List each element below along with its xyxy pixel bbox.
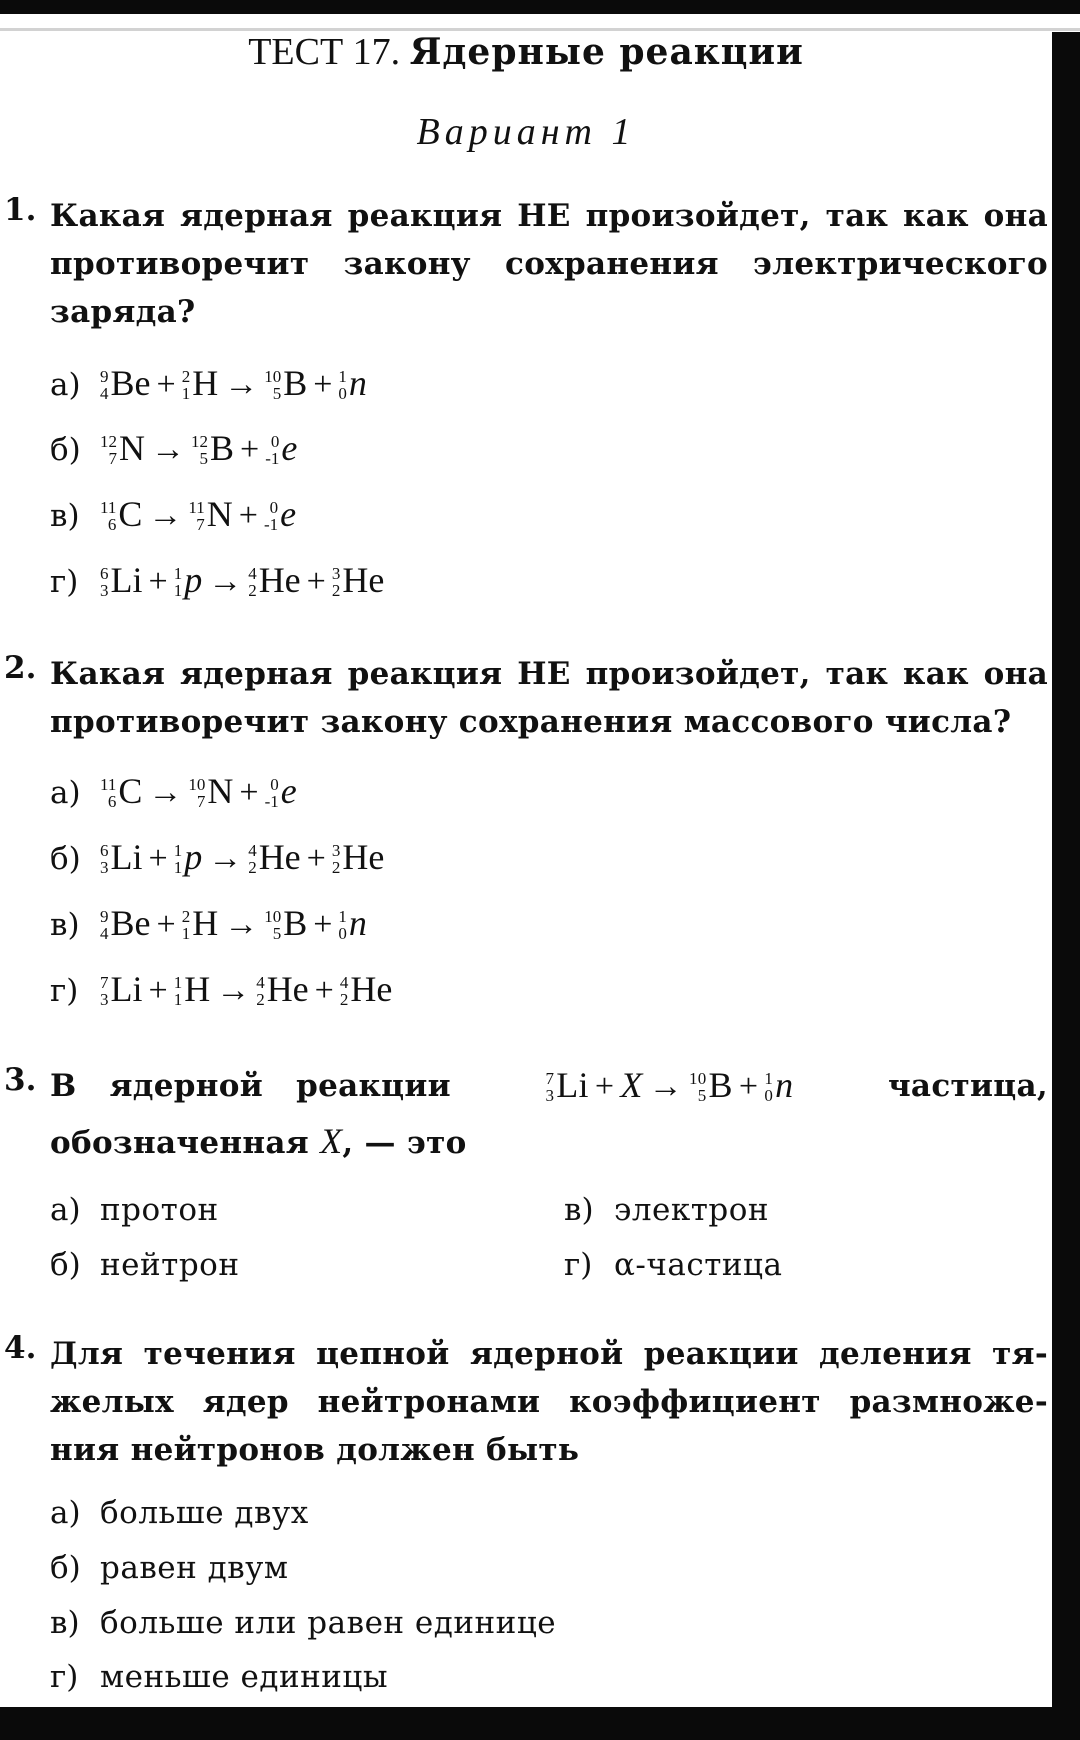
nuclide-indices (174, 842, 183, 876)
charge-number: 2 (339, 989, 349, 1009)
element-symbol: H (184, 969, 211, 1009)
nuclide-indices (100, 433, 117, 467)
mass-number: 3 (331, 840, 341, 860)
nuclide (174, 964, 211, 1014)
mass-number: 0 (270, 431, 280, 451)
mass-number: 1 (173, 972, 183, 992)
charge-number: 4 (100, 923, 109, 943)
option-text: равен двум (100, 1550, 289, 1586)
nuclide-indices (182, 908, 191, 942)
mass-number: 10 (264, 906, 282, 926)
charge-number: 0 (338, 923, 347, 943)
element-symbol: N (207, 771, 234, 811)
nuclide-indices (264, 499, 278, 533)
question-4-number: 4. (4, 1330, 37, 1366)
element-symbol: N (119, 428, 145, 468)
nuclide (265, 766, 297, 816)
element-symbol: Li (110, 969, 143, 1009)
option-text: электрон (614, 1192, 770, 1228)
mass-number: 10 (188, 774, 206, 794)
option-row[interactable] (564, 1185, 769, 1235)
nuclide (620, 1058, 642, 1112)
arrow-symbol: → (151, 431, 185, 468)
nuclide (188, 766, 233, 816)
nuclide-indices (248, 565, 257, 599)
right-frame-bar (1052, 32, 1080, 1707)
question-3-text (50, 1058, 1048, 1170)
element-symbol: He (258, 837, 301, 877)
nuclide (100, 489, 142, 539)
plus-symbol: + (313, 906, 333, 943)
option-row[interactable] (50, 1185, 219, 1235)
element-symbol: e (280, 494, 297, 534)
charge-number: 1 (181, 383, 191, 403)
option-row[interactable] (50, 1598, 556, 1648)
nuclide (174, 555, 203, 605)
charge-number: 7 (196, 514, 205, 534)
option-row[interactable] (50, 1488, 309, 1538)
question-2-text (50, 650, 1048, 746)
reaction-formula (100, 428, 297, 468)
nuclide (100, 964, 143, 1014)
charge-number: 6 (107, 514, 117, 534)
mass-number: 1 (764, 1068, 774, 1088)
test-label: ТЕСТ 17. (248, 31, 401, 73)
question-3-formula (545, 1058, 793, 1114)
mass-number: 0 (270, 774, 279, 794)
nuclide-indices (191, 433, 208, 467)
mass-number: 9 (100, 906, 109, 926)
plus-symbol: + (156, 906, 176, 943)
bottom-frame-bar (0, 1707, 1080, 1740)
charge-number: 2 (256, 989, 265, 1009)
option-row[interactable] (50, 766, 297, 816)
option-letter: в) (50, 1605, 80, 1641)
option-letter: а) (50, 1192, 81, 1228)
option-row[interactable] (50, 964, 392, 1014)
nuclide-indices (100, 908, 109, 942)
arrow-symbol: → (208, 563, 243, 600)
nuclide-indices (100, 776, 116, 810)
option-letter: г) (50, 564, 79, 600)
mass-number: 11 (100, 497, 117, 517)
option-letter: г) (50, 973, 79, 1009)
question-3-end-2: , — это (342, 1125, 467, 1161)
mass-number: 9 (100, 366, 109, 386)
nuclide-indices (764, 1070, 773, 1104)
charge-number: 0 (764, 1085, 774, 1105)
question-line (50, 1058, 1048, 1114)
nuclide-indices (100, 368, 109, 402)
nuclide (545, 1058, 588, 1112)
mass-number: 1 (338, 366, 347, 386)
option-letter: в) (50, 498, 80, 534)
mass-number: 10 (264, 366, 282, 386)
charge-number: -1 (263, 514, 279, 534)
nuclide (100, 898, 151, 948)
option-text: больше двух (100, 1495, 309, 1531)
nuclide-indices (264, 908, 281, 942)
nuclide-indices (338, 908, 347, 942)
nuclide-indices (332, 565, 341, 599)
element-symbol: B (210, 428, 235, 468)
question-line: желых ядер нейтронами коэффициент размноже- (50, 1384, 1048, 1420)
question-line: ния нейтронов должен быть (50, 1432, 580, 1468)
element-symbol: Be (110, 363, 151, 403)
mass-number: 10 (688, 1068, 707, 1088)
nuclide (340, 964, 392, 1014)
charge-number: 7 (196, 791, 206, 811)
plus-symbol: + (594, 1068, 615, 1105)
reaction-formula (100, 363, 367, 403)
nuclide (100, 423, 145, 473)
reaction-formula (100, 903, 367, 943)
element-symbol: C (118, 771, 143, 811)
mass-number: 12 (191, 431, 208, 451)
charge-number: 3 (100, 857, 109, 877)
mass-number: 2 (181, 366, 191, 386)
nuclide-indices (689, 1070, 707, 1104)
mass-number: 6 (100, 563, 109, 583)
charge-number: 1 (173, 580, 183, 600)
plus-symbol: + (148, 840, 168, 877)
option-row[interactable] (50, 1652, 388, 1702)
nuclide-indices (188, 499, 204, 533)
plus-symbol: + (306, 840, 326, 877)
nuclide (264, 898, 307, 948)
charge-number: 5 (199, 448, 208, 468)
option-letter: а) (50, 1495, 81, 1531)
question-3-end: частица, (887, 1068, 1048, 1104)
reaction-formula (100, 494, 296, 534)
option-row[interactable] (50, 898, 367, 948)
option-row[interactable] (50, 1240, 240, 1290)
mass-number: 2 (181, 906, 191, 926)
element-symbol: B (708, 1065, 733, 1105)
nuclide-indices (174, 565, 183, 599)
option-row[interactable] (50, 423, 297, 473)
question-line: Для течения цепной ядерной реакции деления тя- (50, 1336, 1048, 1372)
mass-number: 11 (188, 497, 205, 517)
element-symbol: H (192, 903, 219, 943)
plus-symbol: + (156, 366, 176, 403)
element-symbol: N (206, 494, 233, 534)
page-title (0, 30, 1052, 74)
charge-number: 2 (331, 580, 341, 600)
charge-number: 0 (338, 383, 347, 403)
mass-number: 1 (173, 563, 183, 583)
nuclide (188, 489, 232, 539)
nuclide (338, 898, 367, 948)
plus-symbol: + (240, 431, 260, 468)
question-line: противоречит закону сохранения массового числа? (50, 704, 1012, 740)
question-line: Какая ядерная реакция НЕ произойдет, так как она (50, 198, 1048, 234)
mass-number: 0 (269, 497, 279, 517)
mass-number: 3 (331, 563, 341, 583)
element-symbol: He (342, 837, 385, 877)
test-name: Ядерные реакции (409, 31, 804, 73)
charge-number: 5 (272, 923, 282, 943)
nuclide-indices (332, 842, 341, 876)
charge-number: 2 (248, 857, 257, 877)
mass-number: 12 (100, 431, 117, 451)
option-letter: г) (50, 1659, 79, 1695)
nuclide (248, 555, 300, 605)
nuclide (689, 1058, 733, 1112)
arrow-symbol: → (148, 774, 183, 811)
plus-symbol: + (148, 972, 168, 1009)
variant-label: Вариант 1 (416, 111, 636, 153)
nuclide (256, 964, 308, 1014)
nuclide-indices (264, 368, 281, 402)
nuclide-indices (248, 842, 257, 876)
nuclide-indices (100, 842, 109, 876)
charge-number: 3 (545, 1085, 555, 1105)
option-letter: б) (50, 841, 81, 877)
element-symbol: Li (110, 560, 143, 600)
element-symbol: n (775, 1065, 794, 1105)
plus-symbol: + (239, 774, 259, 811)
charge-number: 1 (173, 857, 183, 877)
mass-number: 4 (256, 972, 265, 992)
nuclide-indices (100, 565, 109, 599)
question-1-text (50, 192, 1048, 336)
charge-number: 1 (181, 923, 191, 943)
option-text: α-частица (614, 1247, 783, 1283)
element-symbol: e (280, 771, 297, 811)
nuclide-indices (174, 974, 183, 1008)
nuclide (248, 832, 300, 882)
nuclide (332, 832, 384, 882)
nuclide (182, 358, 219, 408)
element-symbol: n (348, 363, 367, 403)
plus-symbol: + (148, 563, 168, 600)
charge-number: 5 (697, 1085, 707, 1105)
element-symbol: He (266, 969, 309, 1009)
nuclide (100, 555, 143, 605)
option-row[interactable] (50, 832, 384, 882)
nuclide-indices (256, 974, 265, 1008)
nuclide (182, 898, 219, 948)
option-letter: а) (50, 367, 81, 403)
nuclide (265, 423, 297, 473)
element-symbol: He (350, 969, 393, 1009)
element-symbol: C (118, 494, 143, 534)
element-symbol: He (258, 560, 301, 600)
reaction-formula (100, 560, 384, 600)
charge-number: 6 (107, 791, 117, 811)
option-row[interactable] (50, 1543, 289, 1593)
nuclide-indices (100, 974, 109, 1008)
arrow-symbol: → (216, 972, 251, 1009)
question-3-start: В ядерной реакции (50, 1068, 451, 1104)
reaction-formula (100, 771, 297, 811)
element-symbol: p (184, 560, 203, 600)
mass-number: 4 (248, 563, 257, 583)
question-3-number: 3. (4, 1062, 37, 1098)
nuclide-indices (265, 776, 279, 810)
option-letter: в) (50, 907, 80, 943)
option-text: меньше единицы (100, 1659, 389, 1695)
nuclide-indices (100, 499, 116, 533)
particle-x: X (320, 1121, 343, 1161)
question-3-start-2: обозначенная (50, 1125, 309, 1161)
charge-number: 3 (100, 580, 109, 600)
option-letter: б) (50, 432, 81, 468)
nuclide (100, 766, 142, 816)
element-symbol: B (283, 363, 308, 403)
plus-symbol: + (314, 972, 334, 1009)
plus-symbol: + (738, 1068, 759, 1105)
option-letter: в) (564, 1192, 594, 1228)
charge-number: 2 (331, 857, 341, 877)
arrow-symbol: → (208, 840, 243, 877)
mass-number: 7 (545, 1068, 555, 1088)
question-4-text (50, 1330, 1048, 1474)
charge-number: 5 (272, 383, 282, 403)
nuclide-indices (182, 368, 191, 402)
element-symbol: e (281, 428, 298, 468)
option-letter: б) (50, 1550, 81, 1586)
charge-number: 7 (108, 448, 117, 468)
question-line (50, 1114, 1048, 1170)
nuclide (191, 423, 234, 473)
nuclide (338, 358, 367, 408)
nuclide-indices (338, 368, 347, 402)
mass-number: 11 (100, 774, 117, 794)
option-row[interactable] (50, 489, 296, 539)
element-symbol: X (620, 1065, 643, 1105)
plus-symbol: + (238, 497, 258, 534)
question-line: заряда? (50, 294, 196, 330)
option-row[interactable] (50, 555, 384, 605)
option-row[interactable] (564, 1240, 782, 1290)
option-row[interactable] (50, 358, 367, 408)
option-text: протон (100, 1192, 219, 1228)
option-letter: а) (50, 775, 81, 811)
element-symbol: H (192, 363, 219, 403)
element-symbol: Li (110, 837, 143, 877)
nuclide-indices (188, 776, 205, 810)
nuclide (174, 832, 203, 882)
option-letter: г) (564, 1247, 593, 1283)
nuclide (264, 489, 296, 539)
option-letter: б) (50, 1247, 81, 1283)
mass-number: 4 (248, 840, 257, 860)
option-text: нейтрон (100, 1247, 240, 1283)
charge-number: -1 (264, 791, 279, 811)
charge-number: 2 (248, 580, 257, 600)
element-symbol: He (342, 560, 385, 600)
question-1-number: 1. (4, 192, 37, 228)
arrow-symbol: → (224, 906, 259, 943)
nuclide (100, 832, 143, 882)
mass-number: 6 (100, 840, 109, 860)
element-symbol: Be (110, 903, 151, 943)
charge-number: 4 (100, 383, 109, 403)
element-symbol: Li (556, 1065, 589, 1105)
element-symbol: n (348, 903, 367, 943)
question-line: противоречит закону сохранения электрического (50, 246, 1048, 282)
reaction-formula (100, 969, 392, 1009)
charge-number: 3 (100, 989, 109, 1009)
nuclide-indices (265, 433, 279, 467)
plus-symbol: + (313, 366, 333, 403)
arrow-symbol: → (224, 366, 259, 403)
mass-number: 4 (339, 972, 349, 992)
nuclide (264, 358, 307, 408)
option-text: больше или равен единице (100, 1605, 557, 1641)
question-line: Какая ядерная реакция НЕ произойдет, так как она (50, 656, 1048, 692)
mass-number: 1 (173, 840, 183, 860)
question-2-number: 2. (4, 650, 37, 686)
arrow-symbol: → (648, 1068, 683, 1105)
mass-number: 1 (338, 906, 347, 926)
nuclide (764, 1058, 793, 1112)
charge-number: -1 (265, 448, 280, 468)
mass-number: 7 (100, 972, 109, 992)
nuclide-indices (545, 1070, 554, 1104)
arrow-symbol: → (148, 497, 183, 534)
charge-number: 1 (173, 989, 183, 1009)
nuclide (332, 555, 384, 605)
plus-symbol: + (306, 563, 326, 600)
nuclide (100, 358, 151, 408)
element-symbol: B (283, 903, 308, 943)
element-symbol: p (184, 837, 203, 877)
nuclide-indices (340, 974, 349, 1008)
reaction-formula (100, 837, 384, 877)
